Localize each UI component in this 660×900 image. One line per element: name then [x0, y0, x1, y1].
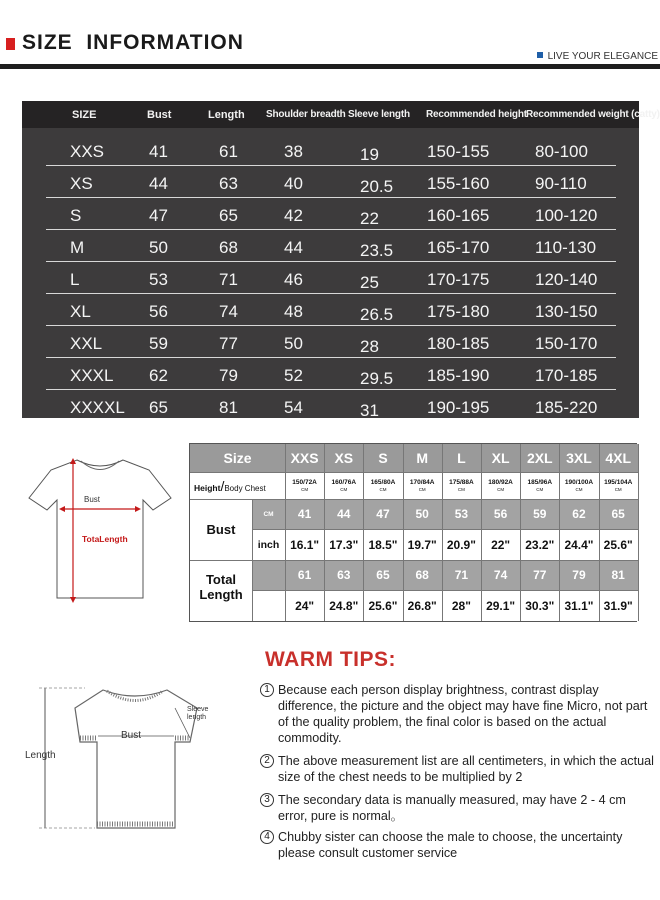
- grid-bust-inch-cell: 25.6": [599, 529, 638, 560]
- size-table-cell: M: [70, 238, 85, 257]
- grid-row-line: [190, 560, 638, 561]
- grid-bust-cm-cell: 65: [599, 499, 638, 529]
- size-table-cell: 79: [219, 366, 238, 385]
- size-table-cell: 19: [360, 145, 379, 164]
- size-table-cell: S: [70, 206, 82, 225]
- size-table-cell: 180-185: [427, 334, 490, 353]
- grid-column-line: [638, 444, 639, 621]
- grid-bust-cm-cell: 62: [559, 499, 598, 529]
- grid-height-chest-cell: [403, 472, 442, 499]
- grid-height-chest-value: 190/100A: [564, 478, 594, 486]
- page-header: [0, 0, 660, 72]
- grid-bust-label: Bust: [190, 499, 252, 560]
- grid-size-label: Size: [190, 444, 285, 472]
- tip-text: Chubby sister can choose the male to choose, the uncertainty please consult customer service: [278, 830, 623, 860]
- grid-height-chest-cell: [559, 472, 598, 499]
- grid-length-cm-cell: 81: [599, 560, 638, 590]
- tip-number: 2: [260, 754, 274, 768]
- size-table-cell: 59: [149, 334, 168, 353]
- size-table-cell: XS: [70, 174, 93, 193]
- size-table-row: [22, 328, 639, 360]
- grid-length-cm-cell: 79: [559, 560, 598, 590]
- size-table-cell: 56: [149, 302, 168, 321]
- size-table-cell: 77: [219, 334, 238, 353]
- grid-bust-cm-cell: 56: [481, 499, 520, 529]
- grid-length-inch-cell: 30.3": [520, 590, 559, 621]
- grid-length-inch-cell: 24": [285, 590, 324, 621]
- grid-column-line: [520, 444, 521, 621]
- size-table-cell: 120-140: [535, 270, 598, 289]
- grid-height-chest-cell: [599, 472, 638, 499]
- size-table-cell: 62: [149, 366, 168, 385]
- grid-column-line: [559, 444, 560, 621]
- grid-height-chest-value: 195/104A: [604, 478, 633, 486]
- size-table-row: [22, 200, 639, 232]
- tshirt-diagram-measure: [25, 678, 225, 838]
- grid-bust-cm-cell: 59: [520, 499, 559, 529]
- grid-height-label: Height: [194, 483, 221, 493]
- size-table-column-header: Recommended height: [426, 109, 527, 120]
- grid-height-unit: CM: [301, 486, 309, 492]
- grid-length-inch-cell: 28": [442, 590, 481, 621]
- grid-height-chest-value: 150/72A: [292, 478, 317, 486]
- size-table-cell: 185-220: [535, 398, 598, 417]
- size-table-divider: [46, 357, 616, 358]
- grid-column-line: [403, 444, 404, 621]
- bust-label: Bust: [121, 730, 142, 741]
- grid-bust-inch-cell: 17.3": [324, 529, 363, 560]
- size-table-cell: 150-155: [427, 142, 490, 161]
- size-table-cell: 61: [219, 142, 238, 161]
- size-table-column-header: Recommended weight (catty): [526, 109, 660, 120]
- size-table-cell: 63: [219, 174, 238, 193]
- grid-height-chest-value: 165/80A: [370, 478, 396, 486]
- size-table-cell: 31: [360, 401, 379, 420]
- size-table-cell: 65: [219, 206, 238, 225]
- grid-length-cm-cell: 61: [285, 560, 324, 590]
- grid-height-chest-cell: [442, 472, 481, 499]
- grid-bust-cm-cell: 41: [285, 499, 324, 529]
- grid-size-header: 4XL: [599, 444, 638, 472]
- grid-length-inch-cell: 24.8": [324, 590, 363, 621]
- tip-text: The above measurement list are all centimeters, in which the actual size of the chest needs to be multiplied by 2: [278, 754, 654, 784]
- grid-bust-inch-cell: 24.4": [559, 529, 598, 560]
- size-table-cell: 44: [149, 174, 168, 193]
- grid-height-chest-label: [194, 478, 266, 494]
- tip-item: [260, 682, 655, 746]
- size-table-cell: 54: [284, 398, 303, 417]
- size-table-cell: 46: [284, 270, 303, 289]
- grid-cm-label: CM: [252, 499, 285, 529]
- size-table-divider: [46, 261, 616, 262]
- grid-row-line: [252, 529, 638, 530]
- size-table-cell: 74: [219, 302, 238, 321]
- grid-length-cm-cell: 77: [520, 560, 559, 590]
- size-table-cell: 100-120: [535, 206, 598, 225]
- grid-length-inch-cell: 31.1": [559, 590, 598, 621]
- size-table-cell: 160-165: [427, 206, 490, 225]
- grid-column-line: [363, 444, 364, 621]
- grid-height-chest-cell: [285, 472, 324, 499]
- size-table-cell: 110-130: [535, 238, 597, 257]
- grid-length-cm-cell: 68: [403, 560, 442, 590]
- size-table-row: [22, 264, 639, 296]
- tip-number: 4: [260, 830, 274, 844]
- grid-height-unit: CM: [340, 486, 348, 492]
- grid-bust-cm-cell: 44: [324, 499, 363, 529]
- grid-row-line: [252, 590, 638, 591]
- grid-height-unit: CM: [418, 486, 426, 492]
- tip-number: 1: [260, 683, 274, 697]
- grid-size-header: XS: [324, 444, 363, 472]
- size-table-cell: 53: [149, 270, 168, 289]
- size-table-cell: 29.5: [360, 369, 394, 388]
- grid-column-line: [599, 444, 600, 621]
- grid-height-chest-value: 180/92A: [488, 478, 513, 486]
- size-table-cell: 130-150: [535, 302, 598, 321]
- size-table-cell: 165-170: [427, 238, 490, 257]
- grid-inch-label: inch: [252, 529, 285, 560]
- size-table-cell: 26.5: [360, 305, 394, 324]
- bust-label: Bust: [84, 495, 101, 504]
- size-table-cell: 50: [149, 238, 168, 257]
- tshirt-diagram-front: [25, 448, 175, 608]
- grid-total-label: Total: [205, 572, 237, 587]
- grid-height-chest-cell: [324, 472, 363, 499]
- grid-length-inch-cell: 26.8": [403, 590, 442, 621]
- size-table-cell: 38: [284, 142, 303, 161]
- grid-body-chest-label: Body Chest: [224, 484, 266, 493]
- warm-tips-title: WARM TIPS:: [265, 648, 396, 671]
- grid-height-unit: CM: [536, 486, 544, 492]
- size-table-cell: 170-175: [427, 270, 490, 289]
- size-table-divider: [46, 325, 616, 326]
- size-table-cell: 185-190: [427, 366, 490, 385]
- grid-length-cm-cell: 74: [481, 560, 520, 590]
- size-table-cell: XXL: [70, 334, 103, 353]
- measurement-grid: [189, 443, 637, 622]
- size-table-cell: XXXXL: [70, 398, 125, 417]
- size-table-cell: 42: [284, 206, 303, 225]
- grid-size-header: S: [363, 444, 402, 472]
- grid-row-line: [190, 472, 638, 473]
- header-tagline: [537, 51, 658, 62]
- size-table-cell: 170-185: [535, 366, 598, 385]
- grid-total-length-label: [190, 572, 252, 602]
- size-table-row: [22, 168, 639, 200]
- grid-length-inch-cell: 31.9": [599, 590, 638, 621]
- grid-height-unit: CM: [379, 486, 387, 492]
- size-table-column-header: Sleeve length: [348, 109, 410, 120]
- size-table-cell: XXXL: [70, 366, 114, 385]
- grid-size-header: 3XL: [559, 444, 598, 472]
- tip-text: Because each person display brightness, contrast display difference, the picture and the object may have fine Micro, not part of the quality problem, the final color is based on the actual commodity.: [278, 683, 648, 745]
- grid-column-line: [285, 444, 286, 621]
- grid-bust-cm-cell: 47: [363, 499, 402, 529]
- size-table-divider: [46, 197, 616, 198]
- grid-height-unit: CM: [614, 486, 622, 492]
- grid-height-unit: CM: [575, 486, 583, 492]
- grid-bust-inch-cell: 22": [481, 529, 520, 560]
- grid-height-unit: CM: [457, 486, 465, 492]
- size-table-cell: XXS: [70, 142, 105, 161]
- size-table-cell: 190-195: [427, 398, 490, 417]
- grid-size-header: XL: [481, 444, 520, 472]
- grid-height-unit: CM: [497, 486, 505, 492]
- size-table-column-header: Bust: [147, 109, 172, 121]
- size-table-cell: 65: [149, 398, 168, 417]
- size-table-cell: 68: [219, 238, 238, 257]
- grid-height-chest-cell: [481, 472, 520, 499]
- grid-length-cm-label: [252, 560, 285, 590]
- header-rule: [0, 64, 660, 69]
- size-table-cell: 90-110: [535, 174, 587, 193]
- size-table-column-header: SIZE: [72, 109, 97, 121]
- tip-item: [260, 792, 655, 824]
- size-table-cell: L: [70, 270, 80, 289]
- size-table-divider: [46, 165, 616, 166]
- grid-height-chest-cell: [363, 472, 402, 499]
- grid-height-chest-value: 170/84A: [409, 478, 435, 486]
- size-table: [22, 101, 660, 420]
- grid-bust-inch-cell: 16.1": [285, 529, 324, 560]
- size-table-cell: 47: [149, 206, 168, 225]
- grid-row-line: [190, 499, 638, 500]
- size-table-column-header: Length: [208, 109, 245, 121]
- size-table-header: [22, 101, 660, 128]
- grid-length-inch-cell: 29.1": [481, 590, 520, 621]
- tip-item: [260, 753, 655, 785]
- grid-length-cm-cell: 63: [324, 560, 363, 590]
- size-table-cell: 28: [360, 337, 379, 356]
- sleeve-label-line2: length: [187, 714, 207, 721]
- size-table-cell: 71: [219, 270, 238, 289]
- grid-column-line: [481, 444, 482, 621]
- grid-bust-inch-cell: 18.5": [363, 529, 402, 560]
- size-table-cell: 20.5: [360, 177, 394, 196]
- size-table-cell: 40: [284, 174, 303, 193]
- grid-bust-inch-cell: 23.2": [520, 529, 559, 560]
- size-table-cell: 175-180: [427, 302, 490, 321]
- grid-height-chest-value: 160/76A: [331, 478, 357, 486]
- size-table-row: [22, 392, 639, 424]
- size-table-cell: 52: [284, 366, 303, 385]
- grid-height-chest-slash: /: [220, 478, 225, 494]
- total-length-label: TotaLength: [82, 534, 128, 544]
- size-table-cell: 44: [284, 238, 303, 257]
- size-table-cell: 50: [284, 334, 303, 353]
- size-table-divider: [46, 293, 616, 294]
- grid-bust-inch-cell: 19.7": [403, 529, 442, 560]
- grid-size-header: M: [403, 444, 442, 472]
- size-table-column-header: Shoulder breadth: [266, 109, 346, 120]
- size-table-cell: 41: [149, 142, 168, 161]
- grid-length-cm-cell: 71: [442, 560, 481, 590]
- grid-size-header: XXS: [285, 444, 324, 472]
- size-table-cell: 23.5: [360, 241, 394, 260]
- size-table-cell: XL: [70, 302, 91, 321]
- tip-number: 3: [260, 793, 274, 807]
- tip-item: [260, 829, 655, 861]
- size-table-row: [22, 136, 639, 168]
- size-table-cell: 150-170: [535, 334, 598, 353]
- size-table-cell: 80-100: [535, 142, 588, 161]
- sleeve-label: [187, 706, 208, 722]
- grid-bust-cm-cell: 53: [442, 499, 481, 529]
- grid-bust-cm-cell: 50: [403, 499, 442, 529]
- size-table-cell: 155-160: [427, 174, 490, 193]
- grid-height-chest-cell: [520, 472, 559, 499]
- grid-column-line: [442, 444, 443, 621]
- square-bullet-icon: [537, 52, 543, 58]
- size-table-divider: [46, 229, 616, 230]
- sleeve-label-line1: Sleeve: [187, 706, 209, 713]
- grid-bust-inch-cell: 20.9": [442, 529, 481, 560]
- size-table-cell: 22: [360, 209, 379, 228]
- grid-size-header: 2XL: [520, 444, 559, 472]
- grid-length-inch-cell: 25.6": [363, 590, 402, 621]
- tagline-text: LIVE YOUR ELEGANCE: [547, 51, 658, 62]
- size-table-cell: 25: [360, 273, 379, 292]
- size-table-cell: 48: [284, 302, 303, 321]
- grid-column-line: [252, 499, 253, 621]
- size-table-cell: 81: [219, 398, 238, 417]
- size-table-row: [22, 360, 639, 392]
- grid-length-cm-cell: 65: [363, 560, 402, 590]
- tshirt-outline-icon: [25, 448, 175, 608]
- header-accent-mark: [6, 38, 15, 50]
- grid-height-chest-value: 175/88A: [449, 478, 474, 486]
- size-table-divider: [46, 389, 616, 390]
- grid-length-label: Length: [199, 587, 243, 602]
- size-table-row: [22, 232, 639, 264]
- length-label: Length: [25, 750, 56, 761]
- grid-column-line: [324, 444, 325, 621]
- grid-height-chest-value: 185/96A: [527, 478, 553, 486]
- size-table-row: [22, 296, 639, 328]
- tip-text: The secondary data is manually measured, may have 2 - 4 cm error, pure is normal。: [278, 793, 626, 823]
- grid-size-header: L: [442, 444, 481, 472]
- page-title: SIZE INFORMATION: [22, 31, 244, 54]
